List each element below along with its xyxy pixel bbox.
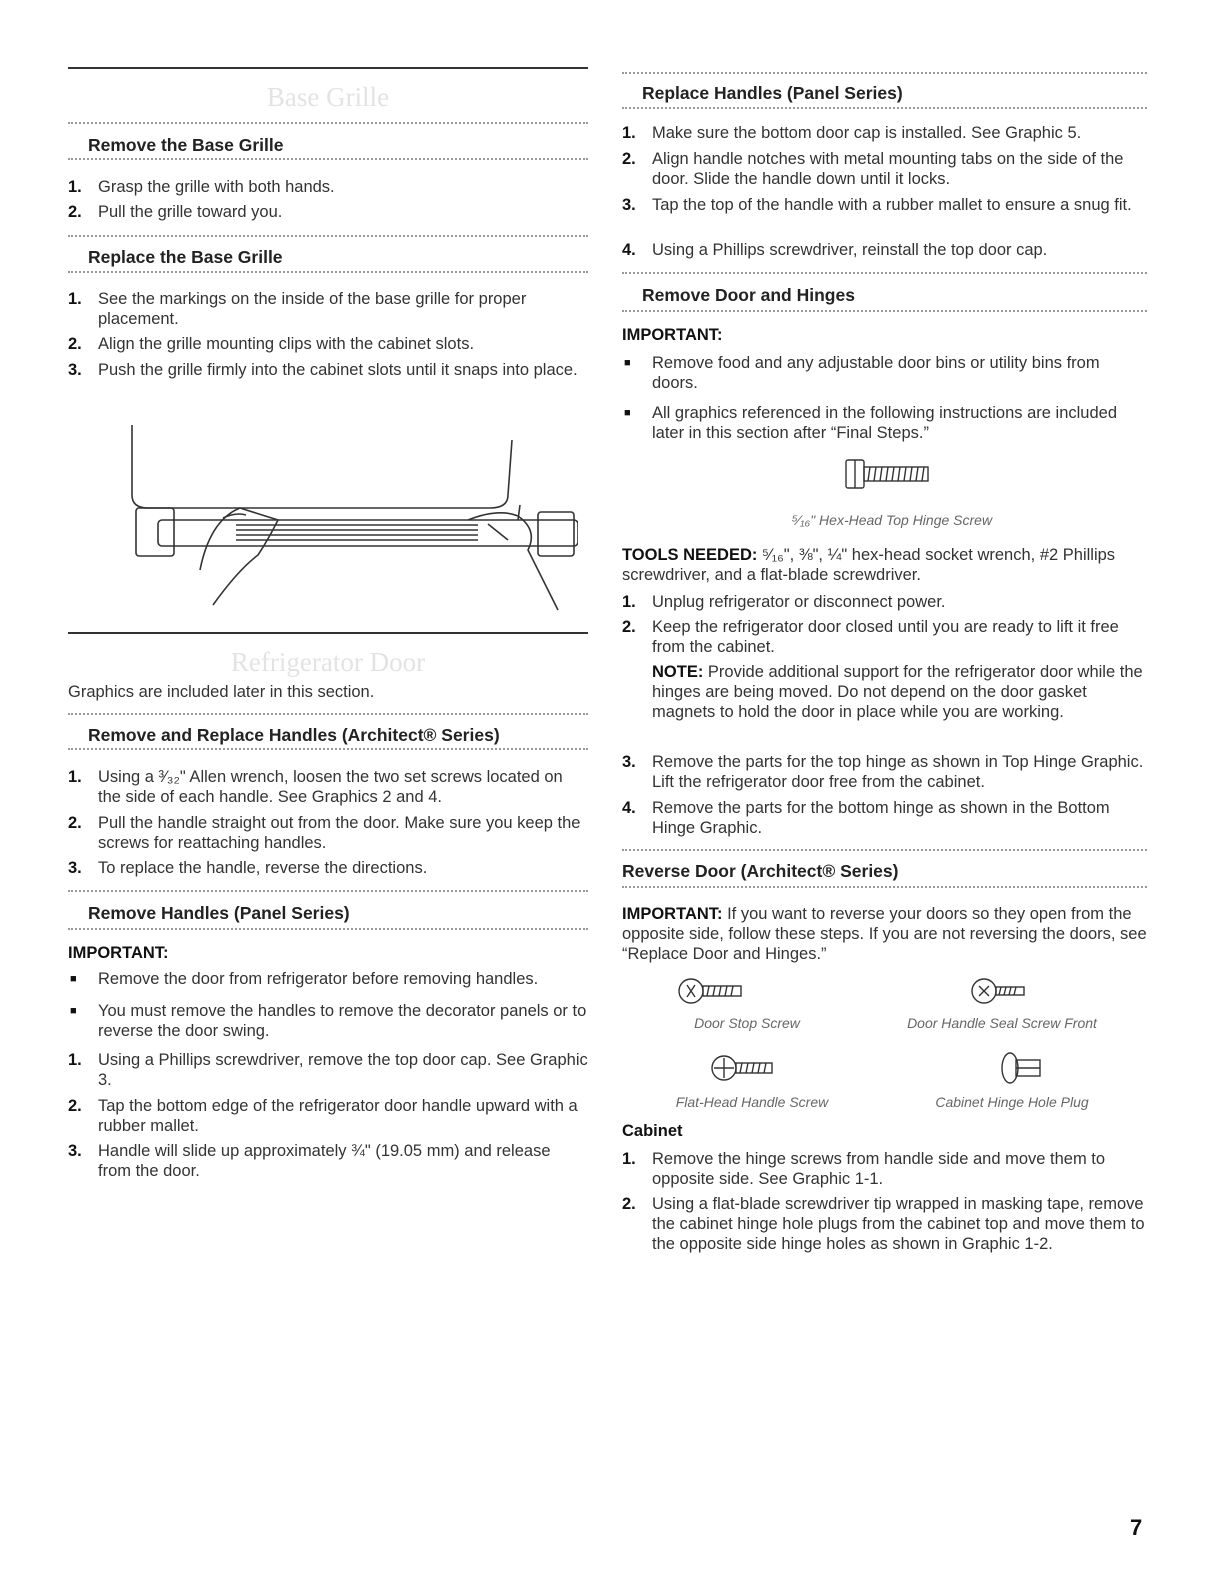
- graphics-note: Graphics are included later in this section.: [68, 683, 375, 701]
- screw-caption: ⁵⁄₁₆" Hex-Head Top Hinge Screw: [791, 512, 993, 528]
- heading-rule: [68, 122, 588, 124]
- list-item: 1. Using a Phillips screwdriver, remove the top door cap. See Graphic 3.: [68, 1051, 588, 1089]
- bullet-item: ■ All graphics referenced in the following instructions are included later in this section after “Final Steps.”: [624, 404, 1118, 442]
- refrigerator-door-title: Refrigerator Door: [230, 647, 426, 677]
- base-grille-title: Base Grille: [266, 82, 390, 112]
- section-rule: [68, 632, 588, 634]
- list-item: 1. Make sure the bottom door cap is installed. See Graphic 5.: [622, 124, 1082, 142]
- heading-rule: [622, 310, 1147, 312]
- remove-handles-panel-heading: Remove Handles (Panel Series): [88, 903, 350, 923]
- heading-rule: [622, 72, 1147, 74]
- heading-rule: [622, 107, 1147, 109]
- remove-replace-architect-heading: Remove and Replace Handles (Architect® Series): [88, 725, 500, 745]
- flat-head-caption: Flat-Head Handle Screw: [675, 1094, 829, 1110]
- heading-rule: [68, 890, 588, 892]
- list-item: 4. Remove the parts for the bottom hinge as shown in the Bottom Hinge Graphic.: [622, 799, 1110, 837]
- list-item: 2. Pull the handle straight out from the door. Make sure you keep the screws for reattaching handles.: [68, 814, 581, 852]
- cabinet-label: Cabinet: [622, 1122, 683, 1140]
- heading-rule: [68, 271, 588, 273]
- seal-screw-icon: [970, 975, 1030, 1007]
- list-item: 1. Unplug refrigerator or disconnect power.: [622, 593, 946, 611]
- bullet-item: ■ Remove food and any adjustable door bins or utility bins from doors.: [624, 354, 1100, 392]
- reverse-important: IMPORTANT: If you want to reverse your doors so they open from the opposite side, follow these steps. If you are not reversing the doors, see “Replace Door and Hinges.”: [622, 905, 1147, 963]
- heading-rule: [622, 849, 1147, 851]
- list-item: 2. Align handle notches with metal mounting tabs on the side of the door. Slide the handle down until it locks.: [622, 150, 1124, 188]
- hinge-plug-icon: [1000, 1050, 1046, 1086]
- replace-handles-panel-heading: Replace Handles (Panel Series): [642, 83, 903, 103]
- reverse-door-heading: Reverse Door (Architect® Series): [622, 861, 899, 881]
- hinge-plug-caption: Cabinet Hinge Hole Plug: [935, 1094, 1089, 1110]
- section-rule: [68, 67, 588, 69]
- remove-base-grille-heading: Remove the Base Grille: [88, 135, 284, 155]
- flat-head-screw-icon: [710, 1050, 780, 1086]
- tools-needed: TOOLS NEEDED: ⁵⁄₁₆", ⅜", ¼" hex-head socket wrench, #2 Phillips screwdriver, and a flat-blade screwdriver.: [622, 546, 1116, 584]
- remove-door-hinges-heading: Remove Door and Hinges: [642, 285, 855, 305]
- heading-rule: [622, 272, 1147, 274]
- door-stop-caption: Door Stop Screw: [694, 1015, 800, 1031]
- bullet-item: ■ Remove the door from refrigerator before removing handles.: [70, 970, 539, 988]
- door-stop-screw-icon: [677, 975, 747, 1007]
- heading-rule: [68, 158, 588, 160]
- list-item: 3. Tap the top of the handle with a rubber mallet to ensure a snug fit.: [622, 196, 1132, 214]
- note-paragraph: NOTE: Provide additional support for the refrigerator door while the hinges are being moved. Do not depend on the door gasket magnets to hold the door in place while you are working.: [652, 663, 1143, 721]
- heading-rule: [68, 235, 588, 237]
- important-label: IMPORTANT:: [68, 944, 169, 962]
- list-item: 3. Handle will slide up approximately ¾" (19.05 mm) and release from the door.: [68, 1142, 551, 1180]
- list-item: 3. Remove the parts for the top hinge as shown in Top Hinge Graphic. Lift the refrigerator door free from the cabinet.: [622, 753, 1144, 791]
- list-item: 1. Remove the hinge screws from handle side and move them to opposite side. See Graphic 1-1.: [622, 1150, 1106, 1188]
- seal-screw-caption: Door Handle Seal Screw Front: [907, 1015, 1097, 1031]
- heading-rule: [68, 748, 588, 750]
- bullet-item: ■ You must remove the handles to remove the decorator panels or to reverse the door swing.: [70, 1002, 587, 1040]
- list-item: 2. Align the grille mounting clips with the cabinet slots.: [68, 335, 475, 353]
- page-number: 7: [1130, 1515, 1143, 1540]
- list-item: 1. Using a ³⁄₃₂" Allen wrench, loosen the two set screws located on the side of each handle. See Graphics 2 and 4.: [68, 768, 563, 806]
- hex-head-screw-icon: [844, 456, 934, 492]
- list-item: 4. Using a Phillips screwdriver, reinstall the top door cap.: [622, 241, 1048, 259]
- list-item: 2. Keep the refrigerator door closed until you are ready to lift it free from the cabinet.: [622, 618, 1119, 656]
- list-item: 2. Using a flat-blade screwdriver tip wrapped in masking tape, remove the cabinet hinge hole plugs from the cabinet top and move them to the opposite side hinge holes as shown in Graphic 1-2.: [622, 1195, 1145, 1253]
- base-grille-illustration: [118, 420, 578, 620]
- list-item: 3. To replace the handle, reverse the directions.: [68, 859, 428, 877]
- heading-rule: [622, 886, 1147, 888]
- replace-base-grille-heading: Replace the Base Grille: [88, 247, 283, 267]
- list-item: 2. Tap the bottom edge of the refrigerator door handle upward with a rubber mallet.: [68, 1097, 578, 1135]
- list-item: 2. Pull the grille toward you.: [68, 203, 283, 221]
- list-item: 3. Push the grille firmly into the cabinet slots until it snaps into place.: [68, 361, 578, 379]
- list-item: 1. See the markings on the inside of the base grille for proper placement.: [68, 290, 527, 328]
- important-label: IMPORTANT:: [622, 326, 723, 344]
- list-item: 1. Grasp the grille with both hands.: [68, 178, 335, 196]
- heading-rule: [68, 928, 588, 930]
- heading-rule: [68, 713, 588, 715]
